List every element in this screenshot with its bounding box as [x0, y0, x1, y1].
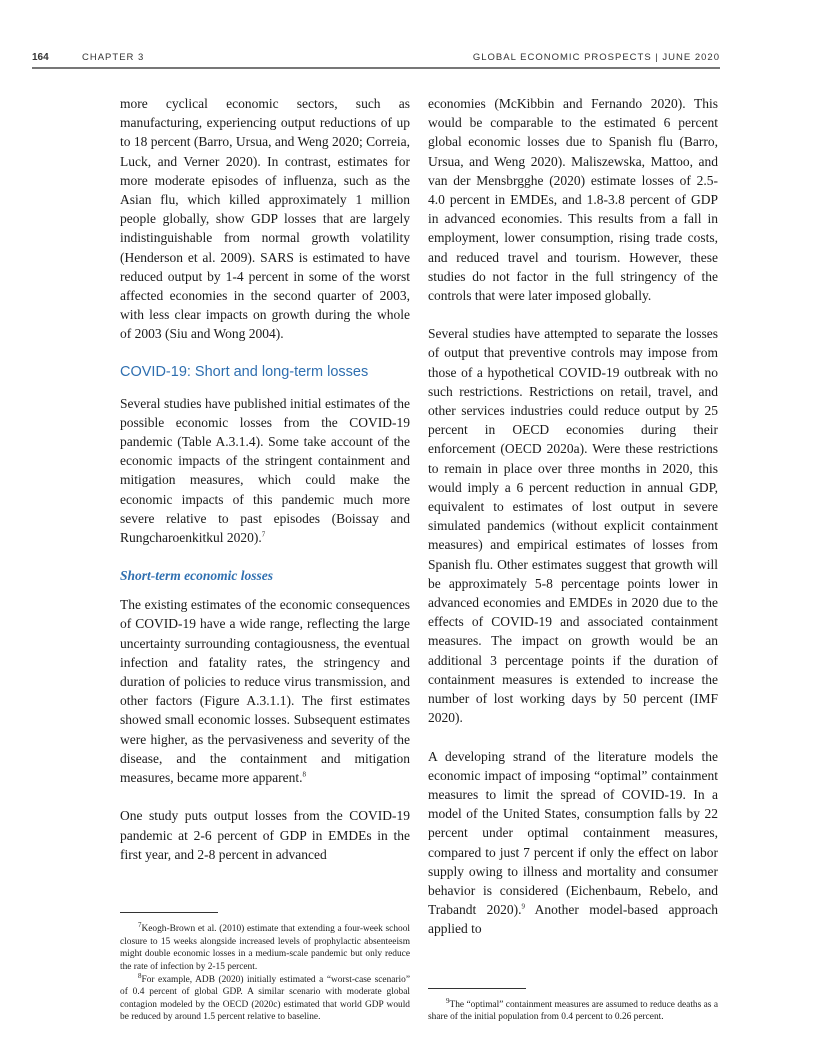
publication-title: GLOBAL ECONOMIC PROSPECTS | JUNE 2020: [472, 52, 720, 63]
subsection-heading: Short-term economic losses: [120, 568, 274, 584]
footnote-ref: 7: [261, 530, 266, 539]
page-number: 164: [32, 52, 49, 63]
footnote-ref: 9: [521, 902, 525, 911]
body-paragraph: economies (McKibbin and Fernando 2020). This would be comparable to the estimated 6 percent global economic losses due to Spanish flu (Barro, Ursua, and Weng 2020). Maliszewska, Mattoo, and van der Mensbrgghe (2020) estimate losses of 2.5-4.0 percent in EMDEs, and 1.8-3.8 percent of GDP in advanced economies. This results from a fall in employment, lower consumption, rising trade costs, and reduced travel and tourism. However, these studies do not factor in the full stringency of the controls that were later imposed globally.: [428, 96, 718, 304]
footnote-rule: [428, 988, 526, 989]
footnote-7: $^7$Keogh-Brown et al. (2010) estimate that extending a four-week school closure to 15 weeks alongside increased levels of prophylactic absenteeism might double economic losses in a medium-scale pandemic but only reduce the rate of infection by 2-15 percent.: [120, 921, 410, 973]
body-paragraph: more cyclical economic sectors, such as manufacturing, experiencing output reductions of up to 18 percent (Barro, Ursua, and Weng 2020; Correia, Luck, and Verner 2020). In contrast, estimates for more moderate episodes of influenza, such as the Asian flu, which killed approximately 1 million people globally, show GDP losses that are largely indistinguishable from normal growth volatility (Henderson et al. 2009). SARS is estimated to have reduced output by 1-4 percent in some of the worst affected economies in the second quarter of 2003, with less clear impacts on growth during the whole of 2003 (Siu and Wong 2004).: [120, 96, 410, 342]
chapter-label: CHAPTER 3: [82, 52, 145, 63]
body-paragraph: The existing estimates of the economic consequences of COVID-19 have a wide range, reflecting the large uncertainty surrounding contagiousness, the eventual infection and fatality rates, the stringency and duration of policies to reduce virus transmission, and other factors (Figure A.3.1.1). The first estimates showed small economic losses. Subsequent estimates were higher, as the pervasiveness and severity of the disease, and the containment and mitigation measures, became more apparent.$^8$: [120, 597, 410, 786]
footnote-8: $^8$For example, ADB (2020) initially estimated a “worst-case scenario” of 0.4 percent of global GDP. A similar scenario with moderate global contagion modeled by the OECD (2020c) estimated that world GDP would be reduced by around 1.5 percent relative to baseline.: [120, 971, 410, 1023]
body-paragraph: Several studies have attempted to separate the losses of output that preventive controls may impose from those of a hypothetical COVID-19 outbreak with no such restrictions. Restrictions on retail, travel, and other services industries could reduce output by 25 percent in OECD economies during their enforcement (OECD 2020a). Were these restrictions to remain in place over three months in 2020, this would imply a 6 percent reduction in annual GDP, equivalent to estimates of lost output in severe simulated pandemics (without explicit containment measures) and empirical estimates of losses from Spanish flu. Other estimates suggest that growth will be approximately 5-8 percentage points lower in advanced economies and EMDEs in 2020 due to the effects of COVID-19 and associated containment measures. The impact on growth would be an additional 3 percentage points if the duration of containment measures is extended to increase the number of lost working days by 50 percent (IMF 2020).: [428, 326, 718, 726]
right-column: [428, 94, 718, 1024]
body-paragraph: A developing strand of the literature models the economic impact of imposing “optimal” containment measures to limit the spread of COVID-19. In a model of the United States, consumption falls by 22 percent under optimal containment measures, compared to just 7 percent if only the effect on labor supply owing to illness and mortality and consumer behavior is considered (Eichenbaum, Rebelo, and Trabandt 2020).$^9$ Another model-based approach applied to: [428, 748, 718, 937]
footnote-rule: [120, 912, 218, 913]
header-rule: [32, 67, 720, 69]
body-paragraph: One study puts output losses from the COVID-19 pandemic at 2-6 percent of GDP in EMDEs in the first year, and 2-8 percent in advanced: [120, 808, 410, 862]
left-column: [120, 94, 410, 1024]
footnote-9: $^9$The “optimal” containment measures are assumed to reduce deaths as a share of the initial population from 0.4 percent to 0.26 percent.: [428, 996, 718, 1023]
footnote-ref: 8: [302, 770, 307, 779]
footnotes-right: [428, 972, 718, 1024]
footnotes-left: [120, 896, 410, 1024]
body-paragraph: Several studies have published initial estimates of the possible economic losses from the COVID-19 pandemic (Table A.3.1.4). Some take account of the economic impacts of the stringent containment and mitigation measures, which could make the economic impacts of this pandemic much more severe relative to past episodes (Boissay and Rungcharoenkitkul 2020).$^7$: [120, 395, 410, 546]
section-heading: COVID-19: Short and long-term losses: [120, 363, 369, 380]
